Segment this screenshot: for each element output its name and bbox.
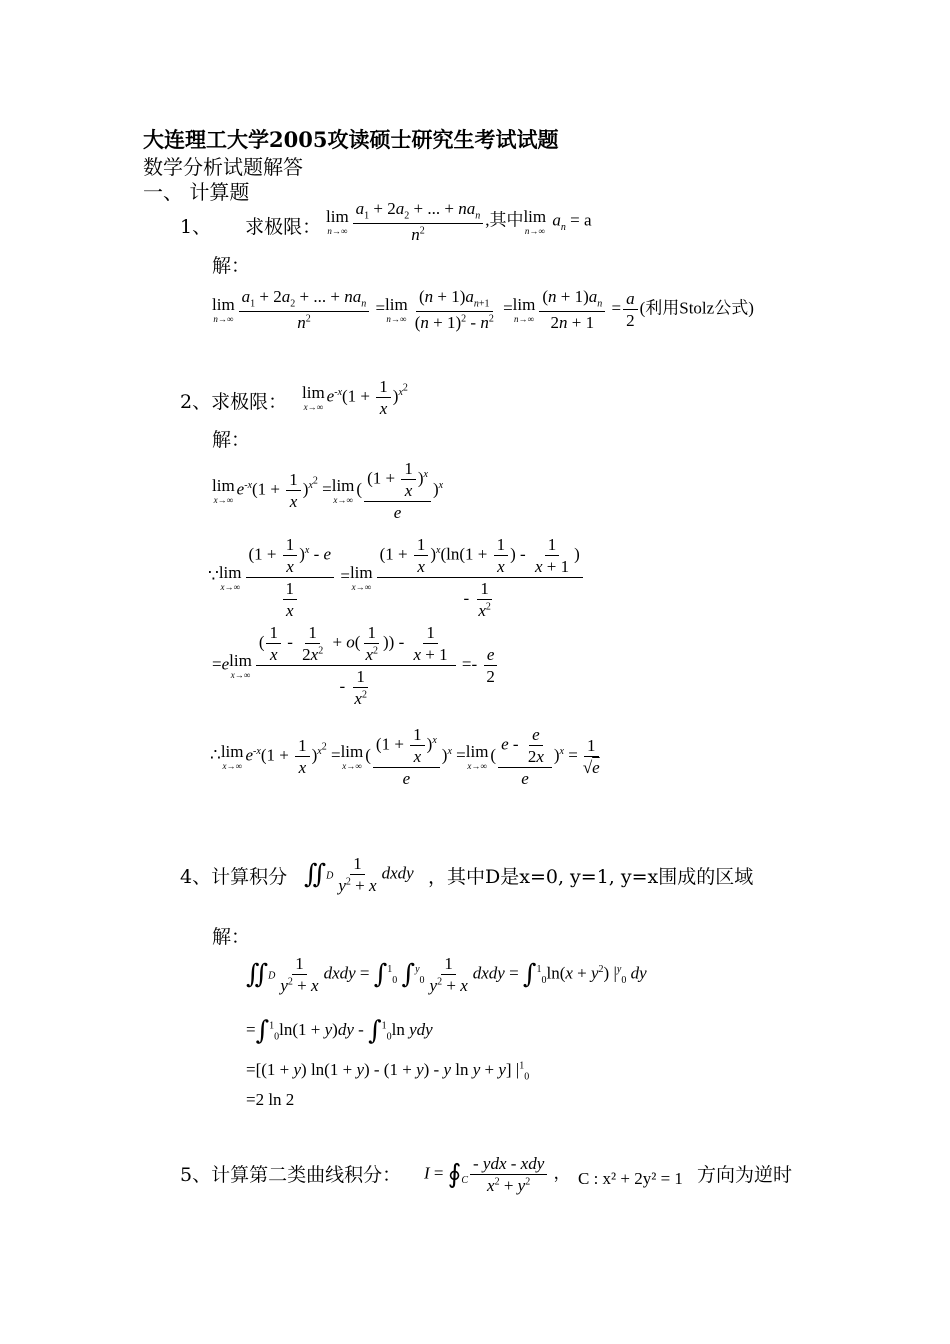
problem-4-label: 计算积分 bbox=[211, 866, 288, 888]
problem-1-label: 求极限： bbox=[245, 216, 322, 238]
problem-4-step-1: ∬D $\frac{1}{y^2 + x}$ dxdy = ∫$^1_0$ ∫$^y_0$ $\frac{1}{y^2 + x}$ dxdy = $\int^1_0\ln(x + y^2)$ $|^y_0$ dy bbox=[246, 954, 647, 995]
problem-2-heading bbox=[180, 387, 287, 414]
problem-4-result: =2 ln 2 bbox=[246, 1090, 295, 1109]
problem-4-number: 4、 bbox=[180, 866, 212, 888]
subtitle: 数学分析试题解答 bbox=[143, 155, 303, 179]
problem-1-condition-tail: = a bbox=[570, 210, 592, 230]
problem-1-heading bbox=[180, 212, 321, 239]
problem-1-condition: ,其中 bbox=[485, 210, 524, 230]
problem-2-step-1: lim x→∞ $e^{-x}(1$ + $\frac{1}{x}$ )$^{x^2}$ = lim x→∞ ( (1 + $\frac{1}{x}$ )$^x$ e )$^x$ bbox=[212, 459, 444, 522]
problem-4-solution-label: 解： bbox=[212, 926, 251, 948]
problem-1-formula: lim n→∞ $\frac{a_1 + 2a_2 + ... + na_n}{n^2}$ ,其中 lim n→∞ $a_n = a$ bbox=[326, 199, 592, 245]
problem-4-step-2: =∫$^1_0$ln(1 + y)dy - ∫$^1_0$ln ydy bbox=[246, 1016, 433, 1046]
problem-2-step-3: =e lim x→∞ ( $\frac{1}{x}$ - $\frac{1}{2x^2}$ + o( $\frac{1}{x^2}$ )) - $\frac{1}{x + 1}$ - $\frac{1}{x^2}$ =- $\frac{e}{2}$ bbox=[212, 624, 500, 707]
problem-5-label: 计算第二类曲线积分： bbox=[211, 1164, 402, 1186]
problem-5-direction: 方向为逆时 bbox=[697, 1164, 793, 1186]
problem-2-solution-label: 解： bbox=[212, 429, 251, 451]
problem-2-label: 求极限： bbox=[211, 391, 288, 413]
problem-1-solution-label: 解： bbox=[212, 255, 251, 277]
problem-2-formula: lim x→∞ $e^{-x}(1$ + $\frac{1}{x}$ )$^{x^2}$ bbox=[302, 377, 408, 418]
problem-1-note: (利用Stolz公式) bbox=[639, 298, 754, 318]
section-heading: 一、 计算题 bbox=[143, 180, 250, 204]
problem-2-step-4: ∴ lim x→∞ $e^{-x}(1$ + $\frac{1}{x}$ )$^{x^2}$ = lim x→∞ ( (1 + $\frac{1}{x}$ )$^x$ e )$^x$ = lim x→∞ ( e - $\frac{e}{2x}$ e )$^x$ = $\frac{1}{√e}$ bbox=[210, 725, 600, 788]
problem-4-formula: ∬D $\frac{1}{y^2 + x}$ dxdy bbox=[304, 854, 414, 895]
problem-4-description: ，其中D是x=0, y=1, y=x围成的区域 bbox=[428, 866, 754, 888]
problem-1-solution: lim n→∞ $\frac{a_1 + 2a_2 + ... + na_n}{n^2}$ = lim n→∞ $\frac{(n + 1)a_{n+1}}{(n + 1)^2 - n^2}$ = lim n→∞ $\frac{(n + 1)a_n}{2n + 1}$ = $\frac{a}{2}$ (利用Stolz公式) bbox=[212, 287, 754, 333]
problem-4-heading bbox=[180, 862, 287, 889]
problem-5-number: 5、 bbox=[180, 1164, 212, 1186]
problem-5-heading bbox=[180, 1160, 401, 1187]
problem-5-curve: C : x² + 2y² = 1 bbox=[578, 1169, 683, 1188]
page-title: 大连理工大学2005攻读硕士研究生考试试题 bbox=[143, 127, 559, 152]
problem-4-step-3: =[(1 + y) ln(1 + y) - (1 + y) - y ln y + y] $|^1_0$ bbox=[246, 1060, 530, 1083]
problem-2-number: 2、 bbox=[180, 391, 212, 413]
problem-5-formula: $I = ∮_C$ $\frac{\text{- ydx - xdy}}{x^2 + y^2}$ ， bbox=[424, 1154, 571, 1195]
problem-1-number: 1、 bbox=[180, 216, 212, 238]
problem-2-step-2: ∵ lim x→∞ (1 + $\frac{1}{x}$ )$^x$ - e $\frac{1}{x}$ = lim x→∞ (1 + $\frac{1}{x}$ )$^x$(ln(1 + $\frac{1}{x}$ ) - $\frac{1}{x + 1}$ ) - $\frac{1}{x^2}$ bbox=[208, 536, 585, 619]
